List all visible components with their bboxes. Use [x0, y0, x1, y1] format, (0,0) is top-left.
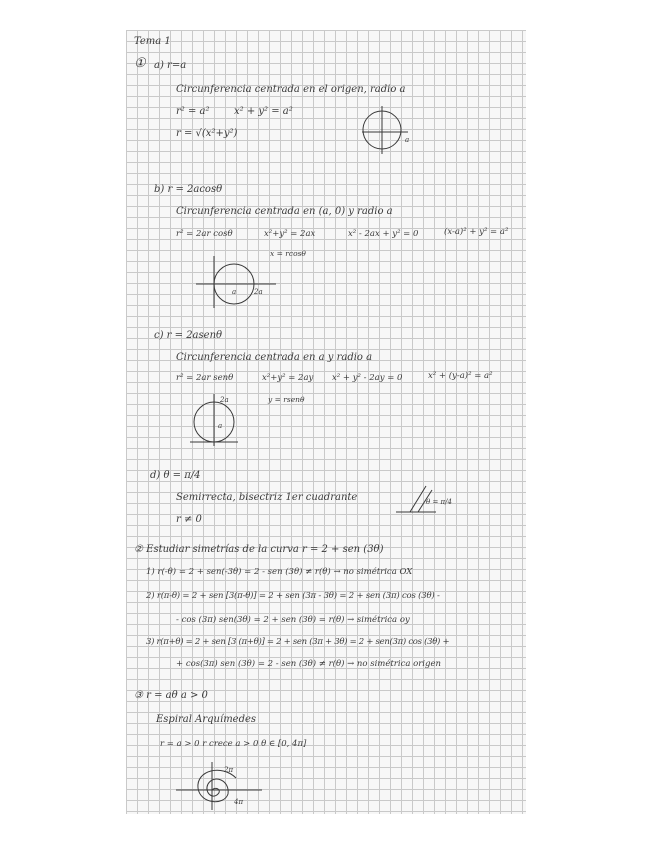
exercise-1d-eq1: r ≠ 0 — [176, 514, 202, 525]
exercise-2-line-3b: + cos(3π) sen (3θ) = 2 - sen (3θ) ≠ r(θ) → no simétrica origen — [176, 659, 441, 669]
circle-shifted-y-figure — [188, 392, 248, 448]
exercise-2-line-2b: - cos (3π) sen(3θ) = 2 + sen (3θ) = r(θ) → simétrica oy — [176, 615, 410, 625]
exercise-2-heading: ② Estudiar simetrías de la curva r = 2 + sen (3θ) — [134, 544, 384, 555]
exercise-1b-heading: b) r = 2acosθ — [154, 184, 223, 195]
exercise-2-line-2a: 2) r(π-θ) = 2 + sen [3(π-θ)] = 2 + sen (3π - 3θ) = 2 + sen (3π) cos (3θ) - — [146, 591, 440, 601]
exercise-1d-heading: d) θ = π/4 — [150, 470, 201, 481]
exercise-1c-eq3: x² + y² - 2ay = 0 — [332, 373, 403, 383]
exercise-1d-description: Semirrecta, bisectriz 1er cuadrante — [176, 492, 358, 503]
exercise-1c-description: Circunferencia centrada en a y radio a — [176, 352, 373, 363]
circle-shifted-y-label-a: a — [218, 422, 223, 430]
exercise-1c-eq4: x² + (y-a)² = a² — [428, 371, 493, 381]
exercise-1b-eq5: x = rcosθ — [270, 249, 306, 258]
exercise-1a-heading: a) r=a — [154, 60, 187, 71]
exercise-1b-eq3: x² - 2ax + y² = 0 — [348, 229, 419, 239]
circle-origin-label: a — [405, 136, 410, 144]
exercise-3-line-1: Espiral Arquímedes — [156, 714, 257, 725]
circle-shifted-x-label-2a: 2a — [254, 288, 263, 296]
exercise-2-line-3a: 3) r(π+θ) = 2 + sen [3 (π+θ)] = 2 + sen (3π + 3θ) = 2 + sen(3π) cos (3θ) + — [146, 637, 450, 647]
ray-bisector-figure — [396, 482, 466, 516]
spiral-label-4pi: 4π — [234, 798, 244, 806]
circle-shifted-y-label-2a: 2a — [220, 396, 229, 404]
archimedes-spiral-figure — [176, 760, 266, 810]
spiral-label-2pi: 2π — [224, 766, 234, 774]
exercise-1a-eq2: x² + y² = a² — [234, 106, 293, 117]
page-title: Tema 1 — [134, 36, 171, 47]
circle-shifted-x-figure — [196, 252, 276, 312]
exercise-1b-eq4: (x-a)² + y² = a² — [444, 227, 509, 237]
exercise-1a-eq3: r = √(x²+y²) — [176, 128, 238, 139]
ray-bisector-label: θ = π/4 — [426, 498, 452, 506]
circle-origin-figure — [362, 106, 422, 156]
exercise-1b-eq2: x²+y² = 2ax — [264, 229, 316, 239]
exercise-1c-eq5: y = rsenθ — [268, 395, 305, 404]
exercise-2-line-1: 1) r(-θ) = 2 + sen(-3θ) = 2 - sen (3θ) ≠ r(θ) → no simétrica OX — [146, 567, 413, 577]
exercise-1-number: ① — [134, 56, 146, 71]
exercise-3-heading: ③ r = aθ a > 0 — [134, 690, 208, 701]
circle-shifted-x-label-a: a — [232, 288, 237, 296]
exercise-3-line-2: r = a > 0 r crece a > 0 θ ∈ [0, 4π] — [160, 739, 307, 749]
exercise-1a-description: Circunferencia centrada en el origen, radio a — [176, 84, 406, 95]
exercise-1c-heading: c) r = 2asenθ — [154, 330, 223, 341]
exercise-1a-eq1: r² = a² — [176, 106, 210, 117]
exercise-1c-eq2: x²+y² = 2ay — [262, 373, 314, 383]
exercise-1b-description: Circunferencia centrada en (a, 0) y radio a — [176, 206, 393, 217]
exercise-1b-eq1: r² = 2ar cosθ — [176, 229, 233, 239]
exercise-1c-eq1: r² = 2ar senθ — [176, 373, 234, 383]
